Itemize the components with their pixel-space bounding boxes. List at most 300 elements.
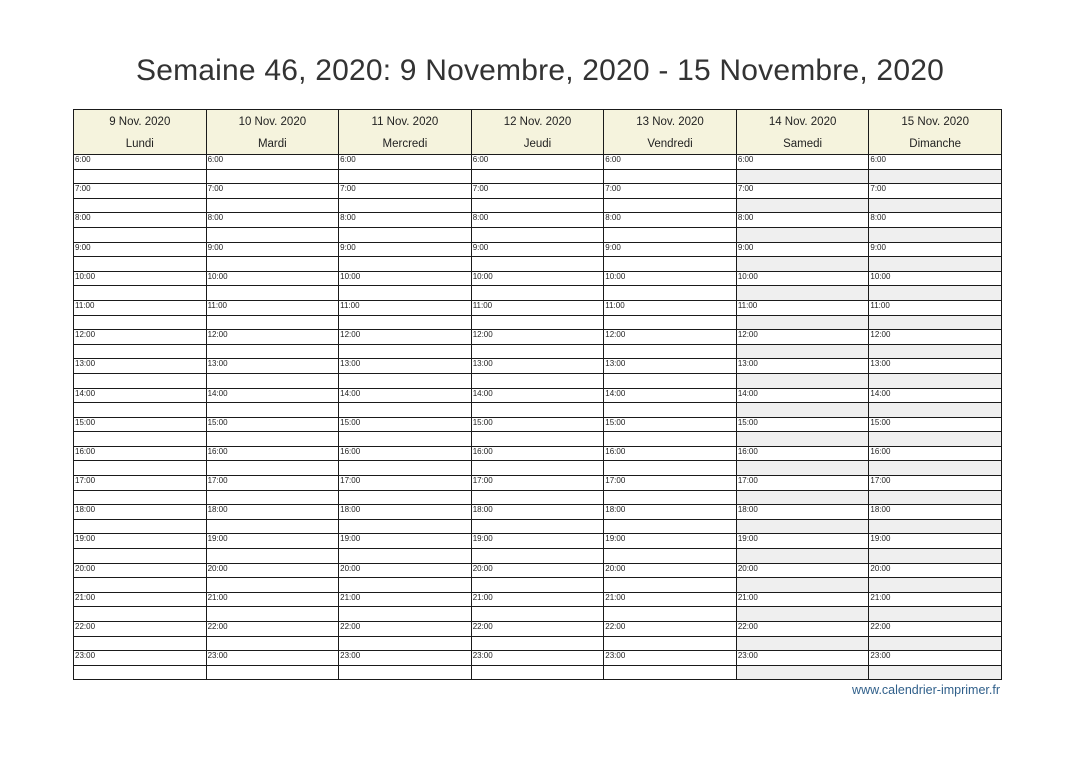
time-slot-half[interactable] <box>604 403 737 418</box>
time-slot[interactable] <box>206 330 339 345</box>
time-slot-half[interactable] <box>471 578 604 593</box>
time-slot[interactable] <box>604 651 737 666</box>
time-slot-half[interactable] <box>736 169 869 184</box>
hour-row <box>74 155 1002 170</box>
time-slot-half[interactable] <box>869 227 1002 242</box>
time-slot-half[interactable] <box>74 636 207 651</box>
time-slot[interactable] <box>471 213 604 228</box>
time-slot[interactable] <box>736 242 869 257</box>
time-slot[interactable] <box>339 388 472 403</box>
time-slot[interactable] <box>736 651 869 666</box>
time-slot[interactable] <box>736 359 869 374</box>
time-slot-half[interactable] <box>736 665 869 680</box>
time-slot-half[interactable] <box>736 607 869 622</box>
time-slot[interactable] <box>471 476 604 491</box>
time-slot[interactable] <box>736 622 869 637</box>
time-slot-half[interactable] <box>736 286 869 301</box>
time-slot[interactable] <box>604 622 737 637</box>
time-slot-half[interactable] <box>206 344 339 359</box>
time-slot-half[interactable] <box>74 373 207 388</box>
day-date: 14 Nov. 2020 <box>768 116 837 128</box>
time-slot-half[interactable] <box>206 461 339 476</box>
time-slot[interactable] <box>339 271 472 286</box>
time-slot[interactable] <box>736 592 869 607</box>
time-slot[interactable] <box>869 359 1002 374</box>
time-slot[interactable] <box>869 446 1002 461</box>
time-slot-half[interactable] <box>869 198 1002 213</box>
time-slot-half[interactable] <box>736 519 869 534</box>
time-slot[interactable] <box>736 563 869 578</box>
time-slot[interactable] <box>339 213 472 228</box>
time-slot[interactable] <box>869 505 1002 520</box>
time-slot[interactable] <box>471 359 604 374</box>
time-slot[interactable] <box>471 242 604 257</box>
time-slot[interactable] <box>869 213 1002 228</box>
time-slot[interactable] <box>74 388 207 403</box>
time-label: 15:00 <box>207 417 228 427</box>
time-slot-half[interactable] <box>339 198 472 213</box>
time-slot[interactable] <box>736 300 869 315</box>
time-slot[interactable] <box>74 271 207 286</box>
time-slot-half[interactable] <box>604 636 737 651</box>
time-slot[interactable] <box>74 622 207 637</box>
time-slot-half[interactable] <box>736 403 869 418</box>
time-slot[interactable] <box>339 330 472 345</box>
time-slot-half[interactable] <box>339 549 472 564</box>
time-slot[interactable] <box>206 563 339 578</box>
time-label: 9:00 <box>605 242 621 252</box>
time-slot[interactable] <box>736 155 869 170</box>
time-slot[interactable] <box>471 388 604 403</box>
time-slot-half[interactable] <box>206 578 339 593</box>
hour-row <box>74 271 1002 286</box>
time-label: 6:00 <box>870 155 886 164</box>
time-slot-half[interactable] <box>869 636 1002 651</box>
time-slot-half[interactable] <box>339 665 472 680</box>
time-slot-half[interactable] <box>339 432 472 447</box>
time-slot[interactable] <box>736 446 869 461</box>
time-slot-half[interactable] <box>604 227 737 242</box>
time-slot[interactable] <box>604 155 737 170</box>
time-slot[interactable] <box>736 534 869 549</box>
time-slot-half[interactable] <box>206 373 339 388</box>
time-slot-half[interactable] <box>604 315 737 330</box>
time-slot-half[interactable] <box>206 665 339 680</box>
time-slot[interactable] <box>471 271 604 286</box>
time-slot-half[interactable] <box>471 315 604 330</box>
time-label: 17:00 <box>737 476 758 486</box>
hour-row <box>74 417 1002 432</box>
time-slot[interactable] <box>604 330 737 345</box>
time-slot[interactable] <box>206 300 339 315</box>
time-slot[interactable] <box>471 563 604 578</box>
time-slot-half[interactable] <box>339 578 472 593</box>
time-label: 8:00 <box>75 213 91 223</box>
time-slot-half[interactable] <box>339 373 472 388</box>
time-slot[interactable] <box>74 534 207 549</box>
day-date: 12 Nov. 2020 <box>503 116 572 128</box>
time-label: 12:00 <box>870 330 891 340</box>
time-slot[interactable] <box>604 242 737 257</box>
hour-row <box>74 300 1002 315</box>
time-slot[interactable] <box>869 563 1002 578</box>
time-slot-half[interactable] <box>471 665 604 680</box>
time-label: 19:00 <box>870 534 891 544</box>
time-slot-half[interactable] <box>869 461 1002 476</box>
time-slot-half[interactable] <box>869 549 1002 564</box>
time-slot-half[interactable] <box>206 490 339 505</box>
time-label: 22:00 <box>340 622 361 631</box>
time-slot-half[interactable] <box>339 286 472 301</box>
time-slot-half[interactable] <box>206 227 339 242</box>
half-hour-row <box>74 257 1002 272</box>
time-slot[interactable] <box>604 359 737 374</box>
time-slot[interactable] <box>339 592 472 607</box>
time-slot[interactable] <box>206 622 339 637</box>
time-slot-half[interactable] <box>339 490 472 505</box>
time-slot[interactable] <box>206 359 339 374</box>
time-slot[interactable] <box>74 505 207 520</box>
website-link[interactable]: www.calendrier-imprimer.fr <box>852 683 1000 697</box>
time-slot[interactable] <box>206 534 339 549</box>
time-slot-half[interactable] <box>869 344 1002 359</box>
time-slot-half[interactable] <box>74 198 207 213</box>
time-label: 13:00 <box>605 359 626 369</box>
time-label: 12:00 <box>737 330 758 340</box>
time-slot[interactable] <box>206 388 339 403</box>
time-slot[interactable] <box>736 213 869 228</box>
time-slot[interactable] <box>74 242 207 257</box>
time-slot[interactable] <box>339 651 472 666</box>
time-slot-half[interactable] <box>206 169 339 184</box>
time-label: 22:00 <box>737 622 758 631</box>
time-slot-half[interactable] <box>74 665 207 680</box>
time-slot-half[interactable] <box>604 519 737 534</box>
time-slot-half[interactable] <box>74 169 207 184</box>
time-slot-half[interactable] <box>604 344 737 359</box>
time-slot-half[interactable] <box>604 198 737 213</box>
time-slot[interactable] <box>74 184 207 199</box>
time-slot-half[interactable] <box>74 344 207 359</box>
time-slot-half[interactable] <box>471 519 604 534</box>
time-slot-half[interactable] <box>604 665 737 680</box>
time-slot[interactable] <box>74 330 207 345</box>
time-slot[interactable] <box>471 534 604 549</box>
time-slot[interactable] <box>206 476 339 491</box>
time-slot[interactable] <box>604 476 737 491</box>
time-slot-half[interactable] <box>471 227 604 242</box>
time-slot[interactable] <box>604 300 737 315</box>
time-slot-half[interactable] <box>206 549 339 564</box>
time-slot-half[interactable] <box>339 403 472 418</box>
time-slot-half[interactable] <box>471 257 604 272</box>
time-slot-half[interactable] <box>471 373 604 388</box>
time-slot[interactable] <box>869 417 1002 432</box>
time-label: 12:00 <box>207 330 228 340</box>
time-slot[interactable] <box>471 155 604 170</box>
time-slot-half[interactable] <box>869 578 1002 593</box>
time-label: 11:00 <box>870 300 890 310</box>
time-slot-half[interactable] <box>604 169 737 184</box>
time-label: 13:00 <box>207 359 228 369</box>
time-slot-half[interactable] <box>869 607 1002 622</box>
time-slot[interactable] <box>74 592 207 607</box>
time-slot[interactable] <box>339 359 472 374</box>
time-label: 6:00 <box>605 155 621 164</box>
time-slot-half[interactable] <box>736 578 869 593</box>
time-slot[interactable] <box>736 271 869 286</box>
time-slot-half[interactable] <box>736 636 869 651</box>
time-slot-half[interactable] <box>869 257 1002 272</box>
time-slot[interactable] <box>604 184 737 199</box>
time-slot[interactable] <box>74 417 207 432</box>
time-slot-half[interactable] <box>206 403 339 418</box>
time-slot[interactable] <box>74 446 207 461</box>
time-slot[interactable] <box>74 213 207 228</box>
time-slot-half[interactable] <box>869 315 1002 330</box>
time-slot[interactable] <box>869 271 1002 286</box>
time-slot-half[interactable] <box>869 403 1002 418</box>
time-slot-half[interactable] <box>736 344 869 359</box>
time-slot[interactable] <box>604 271 737 286</box>
time-slot-half[interactable] <box>471 636 604 651</box>
time-slot[interactable] <box>869 300 1002 315</box>
page-title: Semaine 46, 2020: 9 Novembre, 2020 - 15 Novembre, 2020 <box>136 54 944 87</box>
time-slot[interactable] <box>339 300 472 315</box>
time-slot[interactable] <box>471 417 604 432</box>
half-hour-row <box>74 519 1002 534</box>
time-slot-half[interactable] <box>471 198 604 213</box>
time-slot-half[interactable] <box>471 607 604 622</box>
time-slot[interactable] <box>206 271 339 286</box>
time-slot[interactable] <box>339 184 472 199</box>
time-slot[interactable] <box>869 330 1002 345</box>
time-slot[interactable] <box>206 651 339 666</box>
time-slot[interactable] <box>206 417 339 432</box>
time-label: 7:00 <box>870 184 886 194</box>
time-slot-half[interactable] <box>74 286 207 301</box>
time-slot[interactable] <box>869 155 1002 170</box>
half-hour-row <box>74 286 1002 301</box>
time-label: 10:00 <box>207 271 228 281</box>
time-label: 14:00 <box>737 388 758 398</box>
time-slot[interactable] <box>339 155 472 170</box>
time-slot[interactable] <box>736 184 869 199</box>
time-slot[interactable] <box>604 213 737 228</box>
time-slot-half[interactable] <box>869 169 1002 184</box>
time-slot-half[interactable] <box>74 403 207 418</box>
time-label: 23:00 <box>472 651 493 661</box>
time-slot-half[interactable] <box>471 549 604 564</box>
time-slot-half[interactable] <box>471 286 604 301</box>
time-label: 10:00 <box>605 271 626 281</box>
time-slot-half[interactable] <box>604 257 737 272</box>
time-label: 12:00 <box>605 330 626 340</box>
time-slot[interactable] <box>339 417 472 432</box>
time-slot[interactable] <box>74 359 207 374</box>
time-slot-half[interactable] <box>736 373 869 388</box>
time-slot-half[interactable] <box>206 257 339 272</box>
time-slot-half[interactable] <box>736 257 869 272</box>
time-slot-half[interactable] <box>736 490 869 505</box>
time-slot[interactable] <box>74 651 207 666</box>
time-slot-half[interactable] <box>471 490 604 505</box>
time-slot[interactable] <box>869 242 1002 257</box>
time-slot[interactable] <box>471 184 604 199</box>
time-slot[interactable] <box>604 534 737 549</box>
time-slot-half[interactable] <box>869 519 1002 534</box>
time-slot[interactable] <box>869 476 1002 491</box>
time-slot-half[interactable] <box>206 198 339 213</box>
time-slot[interactable] <box>74 300 207 315</box>
time-slot-half[interactable] <box>74 607 207 622</box>
time-slot-half[interactable] <box>471 461 604 476</box>
time-slot[interactable] <box>471 651 604 666</box>
time-slot[interactable] <box>736 476 869 491</box>
time-label: 6:00 <box>340 155 356 164</box>
time-slot[interactable] <box>604 592 737 607</box>
time-slot-half[interactable] <box>736 198 869 213</box>
time-slot-half[interactable] <box>206 315 339 330</box>
time-slot[interactable] <box>604 388 737 403</box>
time-slot[interactable] <box>339 622 472 637</box>
time-slot[interactable] <box>339 534 472 549</box>
time-slot-half[interactable] <box>339 636 472 651</box>
time-label: 11:00 <box>340 300 360 310</box>
time-label: 22:00 <box>207 622 228 631</box>
time-slot[interactable] <box>339 476 472 491</box>
time-label: 17:00 <box>75 476 96 486</box>
time-label: 10:00 <box>340 271 361 281</box>
time-slot[interactable] <box>604 505 737 520</box>
time-label: 21:00 <box>737 592 758 602</box>
time-slot-half[interactable] <box>604 607 737 622</box>
time-slot-half[interactable] <box>869 286 1002 301</box>
time-slot[interactable] <box>206 505 339 520</box>
time-slot[interactable] <box>736 505 869 520</box>
time-slot[interactable] <box>471 592 604 607</box>
time-slot[interactable] <box>604 446 737 461</box>
time-slot-half[interactable] <box>604 578 737 593</box>
time-slot-half[interactable] <box>74 490 207 505</box>
time-slot-half[interactable] <box>736 461 869 476</box>
time-slot-half[interactable] <box>736 549 869 564</box>
time-slot-half[interactable] <box>471 432 604 447</box>
time-slot-half[interactable] <box>74 257 207 272</box>
time-slot-half[interactable] <box>604 549 737 564</box>
time-slot[interactable] <box>471 505 604 520</box>
time-slot-half[interactable] <box>339 257 472 272</box>
time-slot[interactable] <box>869 388 1002 403</box>
time-slot[interactable] <box>869 592 1002 607</box>
time-slot[interactable] <box>869 534 1002 549</box>
time-slot[interactable] <box>471 446 604 461</box>
time-slot[interactable] <box>736 417 869 432</box>
time-slot[interactable] <box>74 476 207 491</box>
time-slot-half[interactable] <box>471 169 604 184</box>
time-slot-half[interactable] <box>471 344 604 359</box>
time-slot[interactable] <box>339 242 472 257</box>
time-slot-half[interactable] <box>604 373 737 388</box>
time-slot-half[interactable] <box>736 315 869 330</box>
time-slot-half[interactable] <box>869 665 1002 680</box>
time-slot[interactable] <box>471 330 604 345</box>
time-slot-half[interactable] <box>604 461 737 476</box>
time-slot-half[interactable] <box>74 519 207 534</box>
time-slot-half[interactable] <box>206 636 339 651</box>
time-slot-half[interactable] <box>74 549 207 564</box>
time-label: 7:00 <box>207 184 224 194</box>
hour-row <box>74 476 1002 491</box>
time-slot-half[interactable] <box>339 169 472 184</box>
time-slot[interactable] <box>339 563 472 578</box>
time-slot[interactable] <box>471 622 604 637</box>
time-slot-half[interactable] <box>869 490 1002 505</box>
time-slot-half[interactable] <box>74 432 207 447</box>
time-label: 9:00 <box>472 242 489 252</box>
time-slot[interactable] <box>736 388 869 403</box>
time-slot-half[interactable] <box>736 432 869 447</box>
time-slot-half[interactable] <box>339 227 472 242</box>
time-slot-half[interactable] <box>206 286 339 301</box>
time-slot[interactable] <box>604 417 737 432</box>
time-label: 14:00 <box>472 388 493 398</box>
time-slot[interactable] <box>339 505 472 520</box>
time-slot[interactable] <box>206 592 339 607</box>
time-slot[interactable] <box>206 155 339 170</box>
time-slot[interactable] <box>736 330 869 345</box>
time-slot[interactable] <box>206 446 339 461</box>
time-slot-half[interactable] <box>339 315 472 330</box>
time-slot-half[interactable] <box>339 607 472 622</box>
time-slot-half[interactable] <box>74 578 207 593</box>
time-slot-half[interactable] <box>869 373 1002 388</box>
time-slot-half[interactable] <box>206 607 339 622</box>
time-slot[interactable] <box>604 563 737 578</box>
time-slot[interactable] <box>339 446 472 461</box>
hour-row <box>74 622 1002 637</box>
time-slot[interactable] <box>869 184 1002 199</box>
time-slot[interactable] <box>74 563 207 578</box>
time-slot[interactable] <box>869 651 1002 666</box>
time-slot[interactable] <box>206 213 339 228</box>
time-slot-half[interactable] <box>206 432 339 447</box>
time-label: 13:00 <box>472 359 493 369</box>
time-label: 16:00 <box>340 446 361 456</box>
time-slot-half[interactable] <box>74 227 207 242</box>
time-label: 11:00 <box>605 300 625 310</box>
time-slot-half[interactable] <box>869 432 1002 447</box>
time-slot[interactable] <box>869 622 1002 637</box>
time-label: 11:00 <box>207 300 227 310</box>
time-slot[interactable] <box>74 155 207 170</box>
time-slot-half[interactable] <box>206 519 339 534</box>
time-slot[interactable] <box>471 300 604 315</box>
time-slot[interactable] <box>206 242 339 257</box>
time-slot-half[interactable] <box>339 519 472 534</box>
time-slot-half[interactable] <box>736 227 869 242</box>
time-slot-half[interactable] <box>74 461 207 476</box>
time-slot[interactable] <box>206 184 339 199</box>
time-slot-half[interactable] <box>471 403 604 418</box>
time-slot-half[interactable] <box>604 432 737 447</box>
time-slot-half[interactable] <box>339 461 472 476</box>
time-slot-half[interactable] <box>604 286 737 301</box>
half-hour-row <box>74 403 1002 418</box>
time-slot-half[interactable] <box>604 490 737 505</box>
time-slot-half[interactable] <box>339 344 472 359</box>
time-slot-half[interactable] <box>74 315 207 330</box>
